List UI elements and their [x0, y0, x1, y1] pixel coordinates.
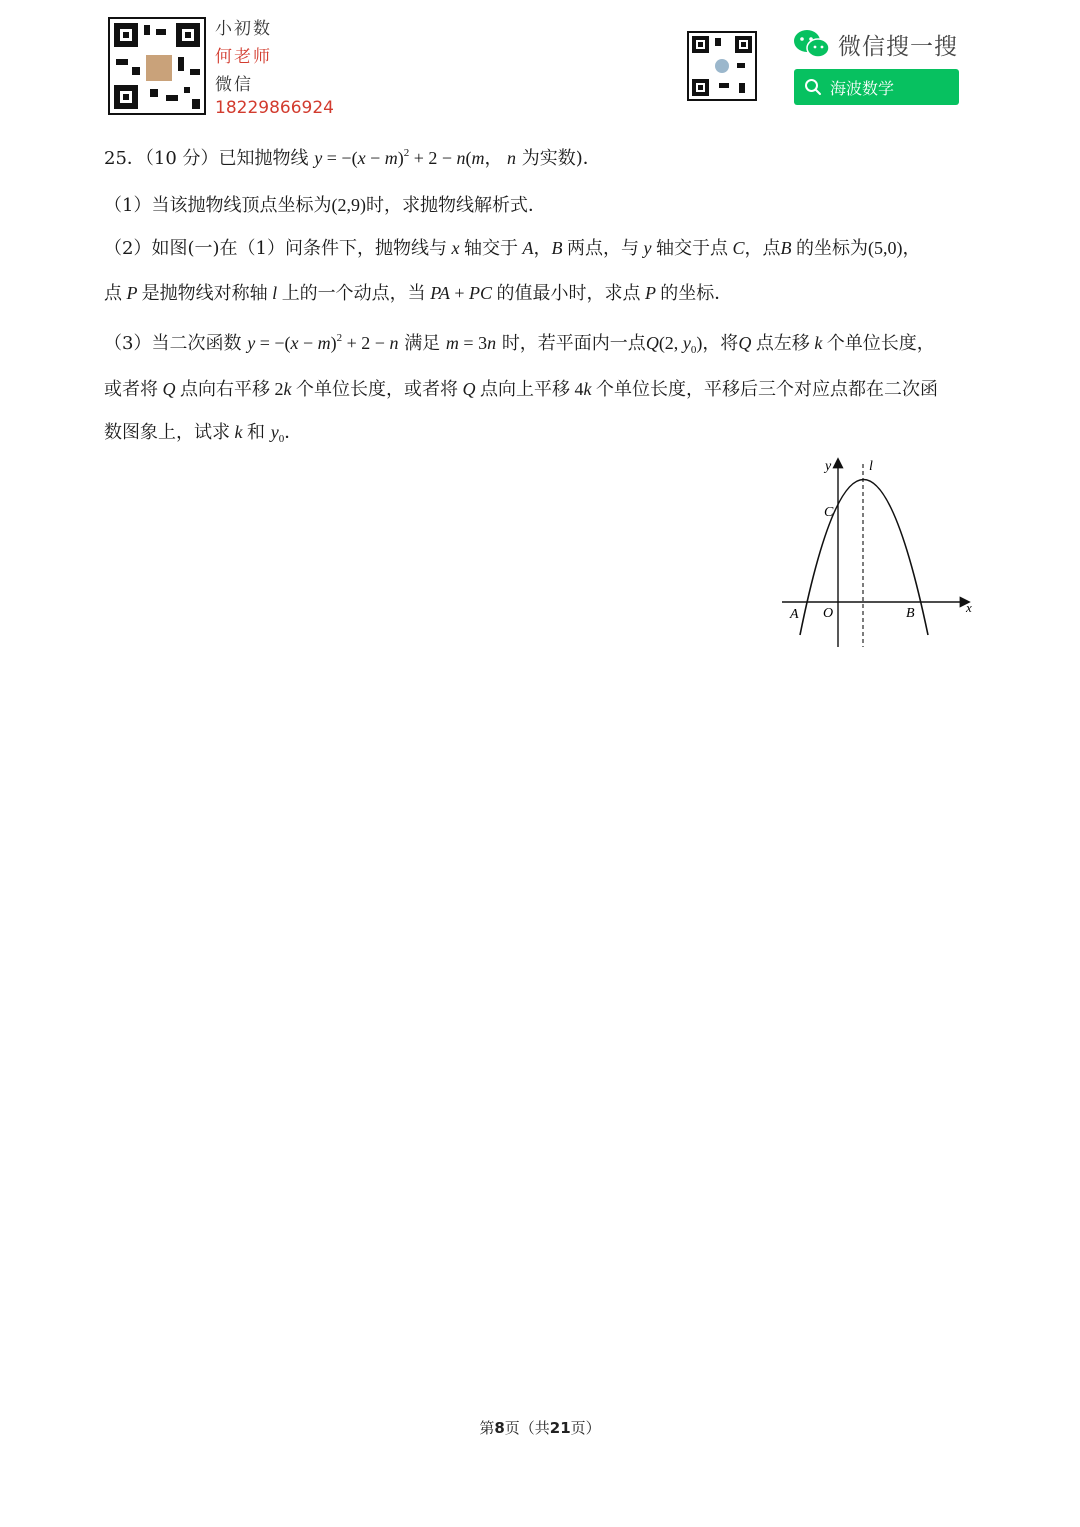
part3-line2-e: 个单位长度，平移后三个对应点都在二次函 [596, 379, 938, 400]
part1 [104, 193, 546, 218]
part1-vertex: (2,9) [331, 195, 366, 215]
part3-text-d: ，将 [702, 333, 739, 354]
wechat-logo-icon [793, 29, 831, 59]
part2-label: （2） [104, 238, 152, 259]
part2-line2-e: 的坐标． [660, 283, 733, 304]
part1-label: （1） [104, 195, 152, 216]
origin-label: O [823, 606, 834, 621]
wechat-search-button[interactable] [794, 69, 959, 105]
part2-line2: 点 P 是抛物线对称轴 l 上的一个动点，当 PA + PC 的值最小时，求点 P 的坐标． [104, 283, 733, 304]
point-b-label: B [906, 606, 915, 621]
contact-line-3: 微信 [215, 75, 253, 95]
footer-suffix: 页） [570, 1419, 601, 1437]
problem-stem-tail: 为实数)． [521, 148, 601, 169]
part3-text-e: 点左移 [755, 333, 810, 354]
part2-text-c: 两点，与 [566, 238, 639, 259]
part2-text-f: 的坐标为 [795, 238, 868, 259]
point-a-label: A [790, 607, 799, 622]
footer-prefix: 第 [479, 1419, 495, 1437]
part2-line2-c: 上的一个动点，当 [281, 283, 426, 304]
problem-stem-text: 已知抛物线 [218, 148, 309, 169]
part2-text-b: 轴交于 [463, 238, 518, 259]
part2-line2-d: 的值最小时，求点 [496, 283, 641, 304]
part3-text-c: 时，若平面内一点 [501, 333, 646, 354]
wechat-qr-code [687, 31, 757, 101]
search-icon [804, 78, 822, 96]
footer-page-number: 8 [494, 1419, 505, 1437]
part2-b-coord: (5,0) [867, 238, 903, 258]
part3-line1: （3）当二次函数 $y = -(x - m)^2 + 2 - n$ 满足 m = 3n 时，若平面内一点Q(2, $y_0$)，将Q 点左移 k 个单位长度， [104, 332, 935, 356]
part3-line2: 或者将 Q 点向右平移 2k 个单位长度，或者将 Q 点向上平移 4k 个单位长度，平移后三个对应点都在二次函 [104, 379, 938, 400]
page-footer [0, 1417, 1080, 1438]
part2-line2-b: 是抛物线对称轴 [141, 283, 268, 304]
part3-line2-a: 或者将 [104, 379, 158, 400]
part2-text-d: 轴交于点 [655, 238, 728, 259]
part2-text-a: 如图(一)在（1）问条件下，抛物线与 [151, 238, 447, 259]
axis-l-label: l [869, 459, 873, 474]
part3-line2-b: 点向右平移 [180, 379, 270, 400]
problem-score: （10 分） [144, 148, 219, 169]
part3-text-a: 当二次函数 [151, 333, 242, 354]
part3-line3: 数图象上，试求 k 和 $y_0$． [104, 422, 303, 445]
part3-line3-a: 数图象上，试求 [104, 422, 230, 443]
part3-text-b: 满足 [404, 333, 441, 354]
y-axis-label: y [825, 459, 832, 474]
part1-text-a: 当该抛物线顶点坐标为 [151, 195, 332, 216]
parabola-formula: $y = -(x - m)^2 + 2 - n(m$， n [314, 147, 517, 169]
part2-line1: （2）如图(一)在（1）问条件下，抛物线与 x 轴交于 A，B 两点，与 y 轴交于点 C，点B 的坐标为(5,0)， [104, 238, 921, 259]
contact-qr-code [108, 17, 206, 115]
footer-mid: 页（共 [504, 1419, 550, 1437]
x-axis-label: x [966, 600, 972, 615]
parabola-figure [770, 450, 985, 655]
wechat-search-button-label: 海波数学 [830, 79, 895, 98]
part3-line3-c: ． [284, 422, 303, 443]
part3-label: （3） [104, 333, 152, 354]
part2-text-e: ，点 [744, 238, 781, 259]
problem-stem [104, 146, 601, 171]
part3-text-f: 个单位长度， [826, 333, 935, 354]
part2-line2-a: 点 [104, 283, 122, 304]
footer-total-pages: 21 [549, 1419, 571, 1437]
part3-line2-d: 点向上平移 [480, 379, 570, 400]
contact-line-1: 小初数 [215, 19, 272, 39]
part1-text-b: 时，求抛物线解析式． [365, 195, 546, 216]
problem-number: 25． [104, 148, 145, 169]
part3-line2-c: 个单位长度，或者将 [296, 379, 458, 400]
part3-line3-b: 和 [247, 422, 265, 443]
contact-line-2: 何老师 [215, 47, 272, 67]
contact-phone: 18229866924 [215, 98, 334, 118]
wechat-search-title: 微信搜一搜 [838, 34, 958, 60]
point-c-label: C [824, 505, 834, 520]
